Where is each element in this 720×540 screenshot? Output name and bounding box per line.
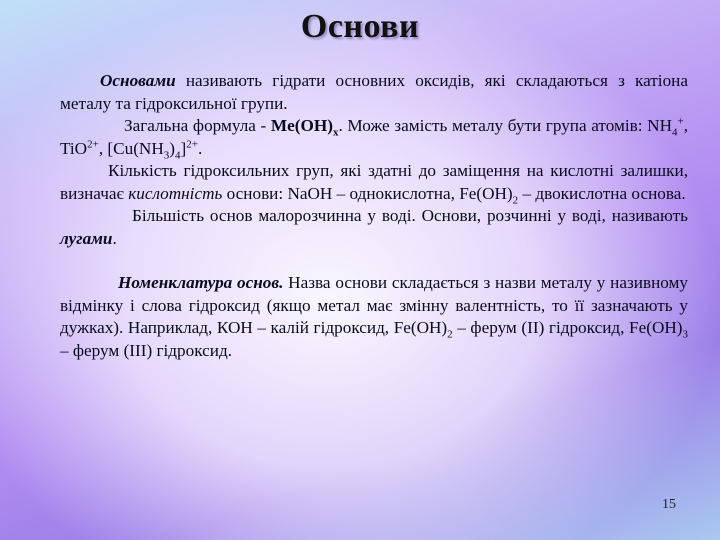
paragraph-general-formula: Загальна формула - $Me(OH)_x$. Може замість металу бути група атомів: $NH_4^+$, TiO$^{2+}$, $[Cu(NH_3)_4]^{2+}$. [60, 115, 688, 161]
formula-intro: Загальна формула - [124, 116, 271, 135]
definition-text: називають гідрати основних оксидів, які складаються з катіона металу та гідроксильної групи. [60, 71, 688, 113]
formula-note: . Може замість металу бути група атомів: NH [338, 116, 672, 135]
paragraph-nomenclature: Номенклатура основ. Назва основи складається з назви металу у називному відмінку і слова гідроксид (якщо метал має змінну валентність, то її зазначають у дужках). Наприклад, КОН – калій гідроксид, $Fe(OH)_2$ – ферум (II) гідроксид, $Fe(OH)_3$ – ферум (III) гідроксид. [60, 273, 688, 360]
paragraph-definition [60, 70, 688, 115]
slide-title: Основи [300, 8, 420, 45]
general-formula: $Me(OH)_x$ [270, 116, 339, 139]
paragraph-acidity: Кількість гідроксильних груп, які здатні до заміщення на кислотні залишки, визначає кислотність основи: NaOH – однокислотна, $Fe(OH)_2$ – двокислотна основа. [60, 161, 688, 206]
slide-body [60, 70, 688, 362]
term-alkalis: лугами [60, 228, 113, 248]
paragraph-alkalis: Більшість основ малорозчинна у воді. Основи, розчинні у воді, називають лугами. [60, 206, 688, 248]
page-number: 15 [662, 497, 676, 512]
term-nomenclature: Номенклатура основ. [118, 273, 284, 292]
term-acidity: кислотність [128, 183, 223, 203]
term-bases: Основами [100, 71, 176, 90]
